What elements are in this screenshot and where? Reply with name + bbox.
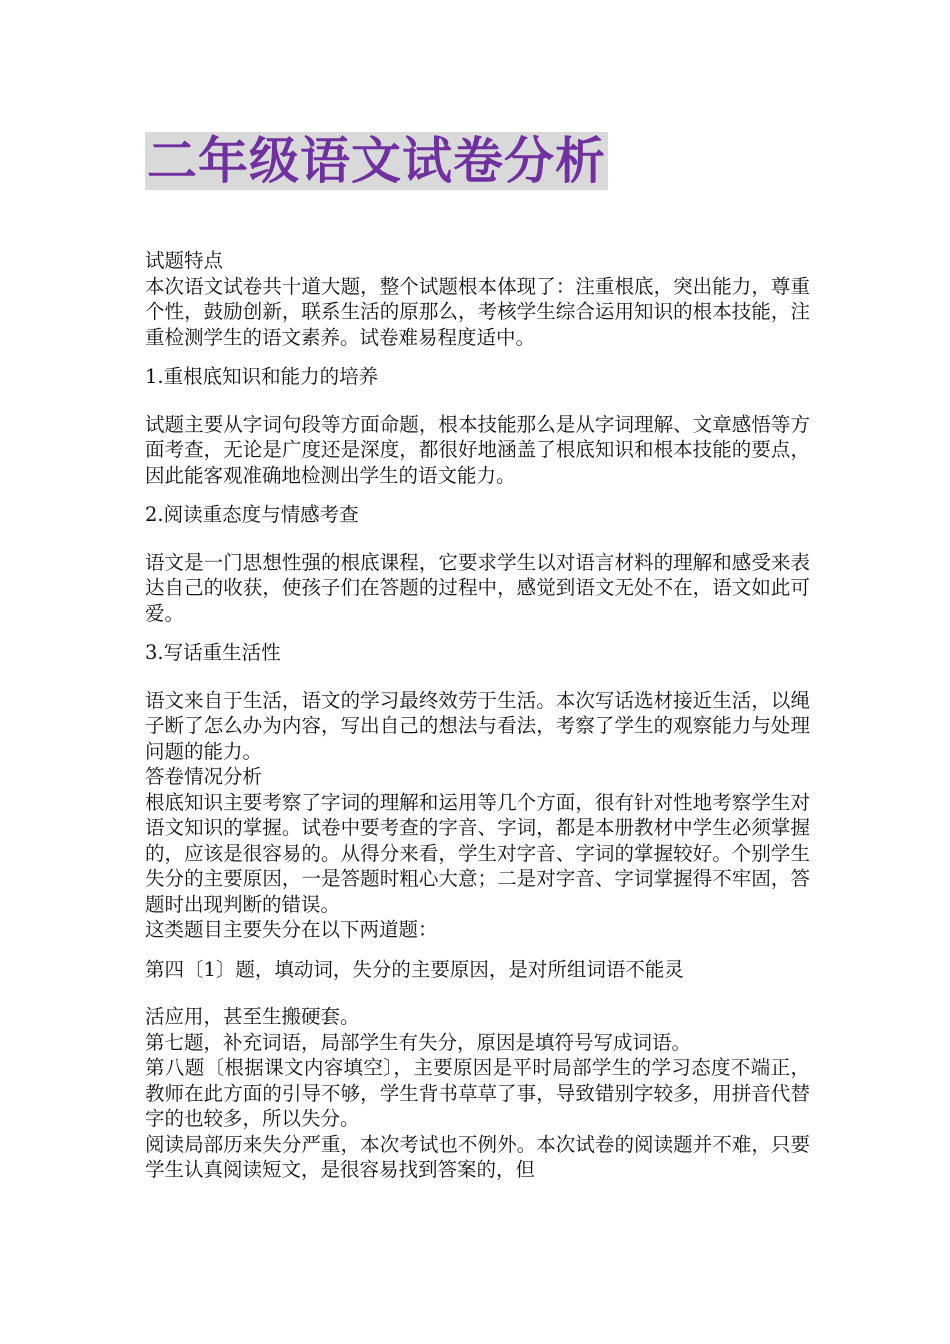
paragraph-features: 本次语文试卷共十道大题，整个试题根本体现了：注重根底，突出能力，尊重个性，鼓励创新，联系生活的原那么，考核学生综合运用知识的根本技能，注重检测学生的语文素养。试卷难易程度适中。 <box>145 274 810 349</box>
heading-section-2: 2.阅读重态度与情感考查 <box>145 503 359 526</box>
heading-analysis: 答卷情况分析 <box>145 765 263 788</box>
heading-section-1: 1.重根底知识和能力的培养 <box>145 365 379 388</box>
paragraph-analysis: 根底知识主要考察了字词的理解和运用等几个方面，很有针对性地考察学生对语文知识的掌握。试卷中要考查的字音、字词，都是本册教材中学生必须掌握的，应该是很容易的。从得分来看，学生对字音、字词的掌握较好。个别学生失分的主要原因，一是答题时粗心大意；二是对字音、字词掌握得不牢固，答题时出现判断的错误。 <box>145 790 810 916</box>
paragraph-section-1: 试题主要从字词句段等方面命题，根本技能那么是从字词理解、文章感悟等方面考查，无论是广度还是深度，都很好地涵盖了根底知识和根本技能的要点，因此能客观准确地检测出学生的语文能力。 <box>145 412 810 487</box>
paragraph-reading: 阅读局部历来失分严重，本次考试也不例外。本次试卷的阅读题并不难，只要学生认真阅读短文，是很容易找到答案的，但 <box>145 1132 810 1181</box>
document-title: 二年级语文试卷分析 <box>147 132 606 190</box>
document-body <box>145 248 810 1183</box>
paragraph-question-7: 第七题，补充词语，局部学生有失分，原因是填符号写成词语。 <box>145 1030 692 1054</box>
heading-features: 试题特点 <box>145 249 224 272</box>
heading-section-3: 3.写话重生活性 <box>145 641 281 664</box>
paragraph-question-4-line-2: 活应用，甚至生搬硬套。 <box>145 1005 360 1028</box>
paragraph-question-8: 第八题〔根据课文内容填空〕，主要原因是平时局部学生的学习态度不端正，教师在此方面的引导不够，学生背书草草了事，导致错别字较多，用拼音代替字的也较多，所以失分。 <box>145 1056 810 1130</box>
paragraph-question-4-line-1: 第四〔1〕题，填动词，失分的主要原因，是对所组词语不能灵 <box>145 957 684 981</box>
paragraph-section-3: 语文来自于生活，语文的学习最终效劳于生活。本次写话选材接近生活，以绳子断了怎么办为内容，写出自己的想法与看法，考察了学生的观察能力与处理问题的能力。 <box>145 688 810 763</box>
paragraph-section-2: 语文是一门思想性强的根底课程，它要求学生以对语言材料的理解和感受来表达自己的收获，使孩子们在答题的过程中，感觉到语文无处不在，语文如此可爱。 <box>145 550 810 625</box>
paragraph-two-questions: 这类题目主要失分在以下两道题： <box>145 918 438 941</box>
title-highlight <box>145 132 608 190</box>
